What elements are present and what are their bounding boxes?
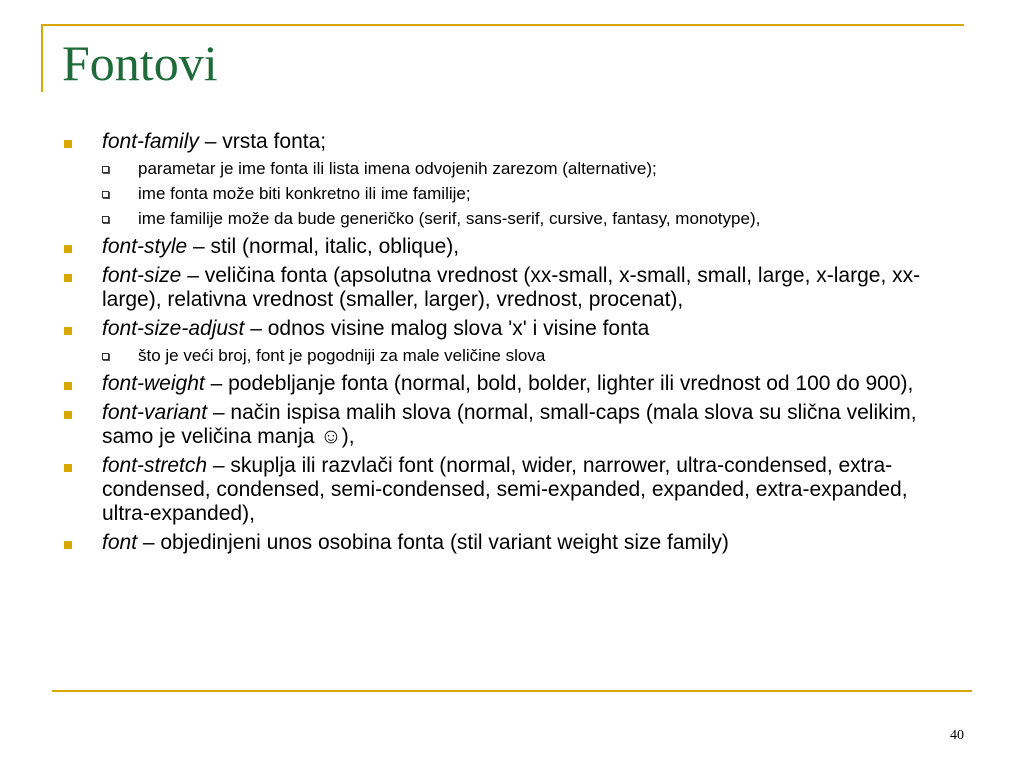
property-description: – objedinjeni unos osobina fonta (stil variant weight size family)	[137, 531, 729, 554]
property-name: font-variant	[102, 401, 208, 424]
property-name: font-family	[102, 130, 199, 153]
square-bullet-icon	[64, 274, 72, 282]
square-bullet-icon	[64, 382, 72, 390]
property-name: font-stretch	[102, 454, 208, 477]
left-border-line	[41, 24, 43, 92]
property-description: – skuplja ili razvlači font (normal, wider, narrower, ultra-condensed, extra-condensed, condensed, semi-condensed, semi-expanded, expanded, extra-expanded, ultra-expanded),	[102, 454, 908, 525]
list-item	[60, 401, 960, 449]
hollow-square-bullet-icon	[102, 353, 109, 360]
list-item	[60, 264, 960, 312]
sub-list	[60, 346, 960, 366]
list-item	[60, 372, 960, 396]
list-item	[60, 130, 960, 154]
list-item	[60, 531, 960, 555]
square-bullet-icon	[64, 541, 72, 549]
property-name: font	[102, 531, 138, 554]
property-description: – stil (normal, italic, oblique),	[187, 235, 460, 258]
square-bullet-icon	[64, 464, 72, 472]
property-name: font-size	[102, 264, 182, 287]
property-name: font-weight	[102, 372, 205, 395]
page-number: 40	[950, 728, 964, 743]
sub-item-text: parametar je ime fonta ili lista imena odvojenih zarezom (alternative);	[138, 159, 657, 178]
list-item	[60, 454, 960, 526]
property-description: – podebljanje fonta (normal, bold, bolder, lighter ili vrednost od 100 do 900),	[204, 372, 914, 395]
hollow-square-bullet-icon	[102, 216, 109, 223]
property-description: – vrsta fonta;	[198, 130, 327, 153]
sub-item-text: što je veći broj, font je pogodniji za male veličine slova	[138, 346, 546, 365]
hollow-square-bullet-icon	[102, 191, 109, 198]
property-name: font-style	[102, 235, 188, 258]
sub-list-item	[60, 346, 960, 366]
slide-title: Fontovi	[62, 35, 218, 91]
list-item	[60, 317, 960, 341]
square-bullet-icon	[64, 327, 72, 335]
sub-list-item	[60, 184, 960, 204]
sub-list	[60, 159, 960, 229]
top-border-line	[41, 24, 964, 26]
property-description: – veličina fonta (apsolutna vrednost (xx-small, x-small, small, large, x-large, xx-large), relativna vrednost (smaller, larger), vrednost, procenat),	[102, 264, 921, 311]
bullet-list	[60, 130, 960, 560]
square-bullet-icon	[64, 411, 72, 419]
property-description: – odnos visine malog slova 'x' i visine fonta	[244, 317, 650, 340]
sub-item-text: ime fonta može biti konkretno ili ime familije;	[138, 184, 471, 203]
sub-list-item	[60, 159, 960, 179]
sub-item-text: ime familije može da bude generičko (serif, sans-serif, cursive, fantasy, monotype),	[138, 209, 761, 228]
property-description: – način ispisa malih slova (normal, small-caps (mala slova su slična velikim, samo je veličina manja ☺),	[102, 401, 917, 448]
hollow-square-bullet-icon	[102, 166, 109, 173]
bottom-border-line	[52, 690, 972, 692]
property-name: font-size-adjust	[102, 317, 245, 340]
square-bullet-icon	[64, 140, 72, 148]
list-item	[60, 235, 960, 259]
square-bullet-icon	[64, 245, 72, 253]
sub-list-item	[60, 209, 960, 229]
